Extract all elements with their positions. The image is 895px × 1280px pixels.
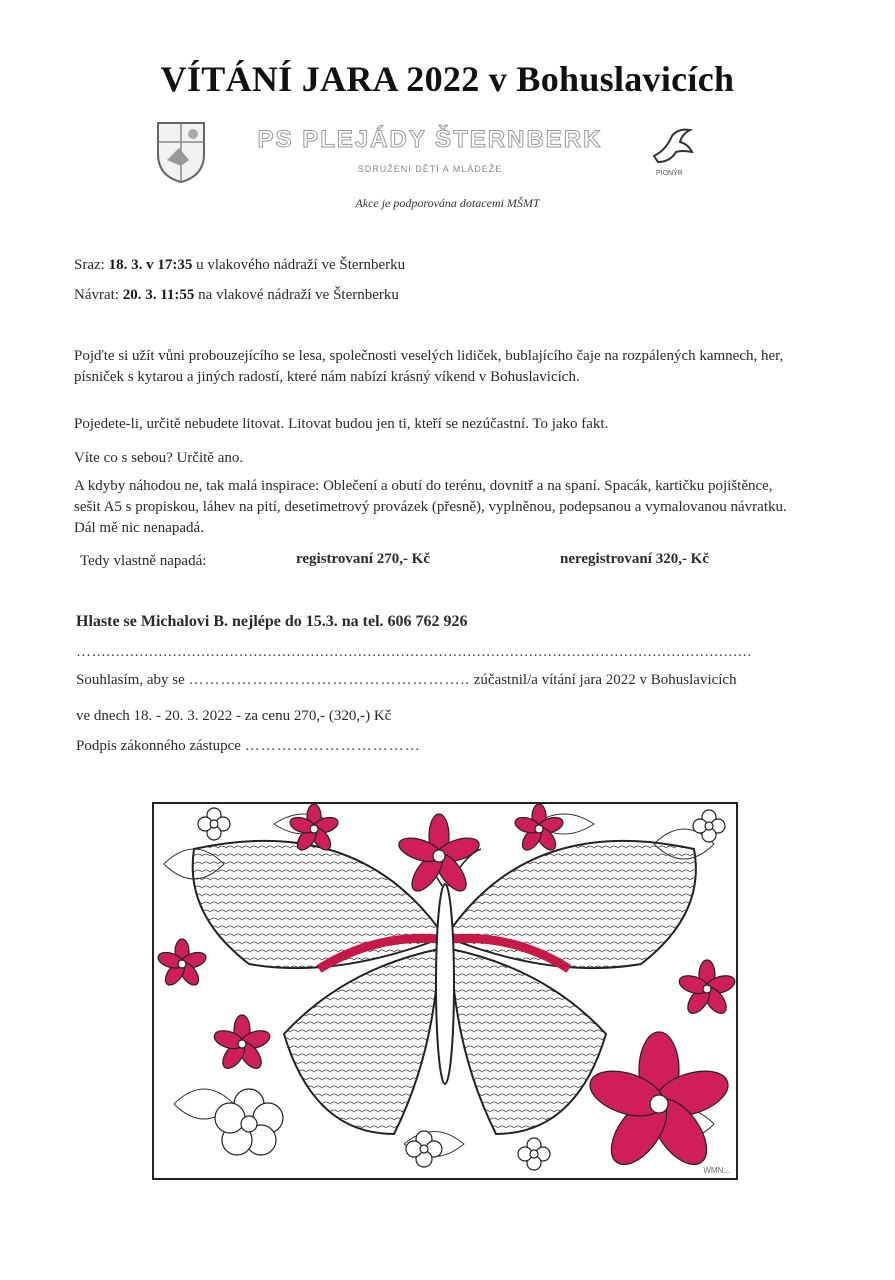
signature-label: Podpis zákonného zástupce — [76, 738, 241, 754]
price-intro: Tedy vlastně napadá: — [80, 553, 207, 569]
meeting-line — [74, 255, 405, 276]
return-when: 20. 3. 11:55 — [122, 287, 195, 303]
signature-line — [76, 736, 421, 757]
contact-line: Hlaste se Michalovi B. nejlépe do 15.3. na tel. 606 762 926 — [76, 613, 468, 630]
price-unregistered: neregistrovaní 320,- Kč — [560, 551, 710, 567]
pionyr-label: PIONÝR — [656, 170, 683, 177]
paragraph-packing-question: Víte co s sebou? Určitě ano. — [74, 450, 244, 466]
meeting-when: 18. 3. v 17:35 — [108, 257, 193, 273]
cut-line: …........................................................................................................................................... — [76, 644, 753, 660]
town-crest-logo — [155, 120, 207, 184]
club-name: PS PLEJÁDY ŠTERNBERK — [257, 126, 603, 153]
illustration-credit: WMN... — [703, 1166, 730, 1175]
consent-dates: ve dnech 18. - 20. 3. 2022 - za cenu 270,- (320,-) Kč — [76, 708, 392, 724]
consent-end: zúčastnil/a vítání jara 2022 v Bohuslavicích — [473, 672, 737, 688]
paragraph-packing-list: A kdyby náhodou ne, tak malá inspirace: Oblečení a obutí do terénu, dovnitř a na spaní. Spacák, kartičku pojištěnce, sešit A5 s propiskou, láhev na pití, desetimetrový provázek (přesně), vyplněnou, podepsanou a vymalovanou návratku. Dál mě nic nenapadá. — [74, 478, 787, 536]
pionyr-bird-logo — [648, 122, 696, 170]
club-subtitle: SDRUŽENÍ DĚTÍ A MLÁDEŽE — [357, 164, 503, 174]
intro-paragraph: Pojďte si užít vůni probouzejícího se lesa, společnosti veselých lidiček, bublajícího čaje na rozpálených kamnech, her, písniček s kytarou a jiných radostí, které nám nabízí krásný víkend v Bohuslavicích. — [74, 348, 784, 385]
support-note: Akce je podporována dotacemi MŠMT — [355, 196, 540, 210]
butterfly-illustration — [154, 804, 736, 1178]
club-logo — [235, 126, 625, 174]
logo-strip — [150, 118, 710, 188]
return-where: na vlakové nádraží ve Šternberku — [198, 287, 399, 303]
return-line — [74, 285, 399, 306]
child-name-blank[interactable]: …………………………………………….. — [188, 672, 470, 688]
consent-start: Souhlasím, aby se — [76, 672, 185, 688]
page-title: VÍTÁNÍ JARA 2022 v Bohuslavicích — [160, 59, 735, 99]
meeting-where: u vlakového nádraží ve Šternberku — [196, 257, 406, 273]
coloring-picture — [152, 802, 738, 1180]
return-label: Návrat: — [74, 287, 119, 303]
consent-line — [76, 670, 806, 691]
meeting-label: Sraz: — [74, 257, 105, 273]
price-registered: registrovaní 270,- Kč — [296, 551, 431, 567]
paragraph-regret: Pojedete-li, určitě nebudete litovat. Litovat budou jen ti, kteří se nezúčastní. To jako fakt. — [74, 416, 609, 432]
signature-blank[interactable]: …………………………… — [244, 738, 421, 754]
